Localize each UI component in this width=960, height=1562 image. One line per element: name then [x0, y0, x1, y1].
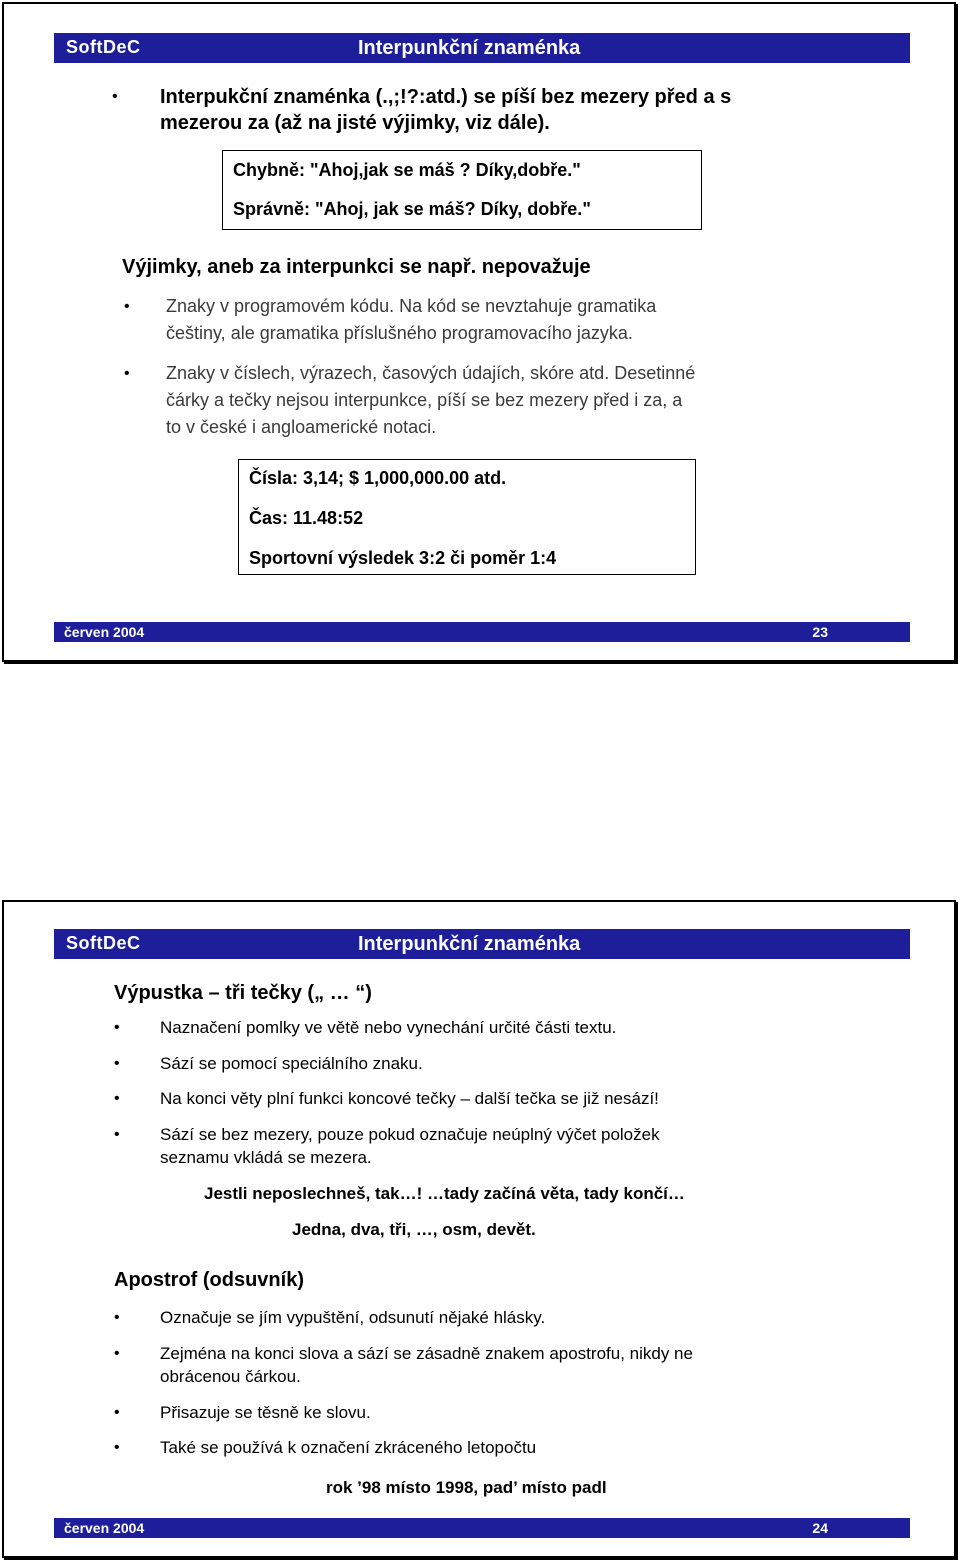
ellipsis-point-4-line-2: seznamu vkládá se mezera. [160, 1148, 372, 1167]
wrong-example: Chybně: "Ahoj,jak se máš ? Díky,dobře." [233, 160, 581, 180]
page-number: 24 [812, 1520, 828, 1536]
ellipsis-example-2: Jedna, dva, tři, …, osm, devět. [292, 1220, 536, 1239]
apostrophe-point-2-line-2: obrácenou čárkou. [160, 1367, 301, 1386]
rule-text [160, 84, 731, 136]
apostrophe-point-3: Přisazuje se těsně ke slovu. [160, 1403, 371, 1422]
rule-line-1: Interpukční znaménka (.,;!?:atd.) se píší bez mezery před a s [160, 86, 732, 108]
bullet-icon [112, 92, 120, 100]
slide-header [54, 929, 910, 959]
ellipsis-point-4-line-1: Sází se bez mezery, pouze pokud označuje neúplný výčet položek [160, 1125, 660, 1144]
exception-numbers [166, 360, 695, 441]
bullet-icon [114, 1059, 122, 1067]
example-box-spacing [222, 150, 702, 230]
bullet-icon [114, 1443, 122, 1451]
slide-title: Interpunkční znaménka [358, 933, 581, 955]
ellipsis-heading: Výpustka – tři tečky („ … “) [114, 982, 372, 1004]
slide-header [54, 33, 910, 63]
softdec-logo: SoftDeC [66, 933, 141, 953]
ellipsis-point-3: Na konci věty plní funkci koncové tečky – další tečka se již nesází! [160, 1089, 659, 1108]
slide-footer [54, 622, 910, 642]
exception-numbers-line-3: to v české i angloamerické notaci. [166, 417, 437, 437]
time-example: Čas: 11.48:52 [249, 508, 364, 528]
apostrophe-heading: Apostrof (odsuvník) [114, 1269, 304, 1291]
apostrophe-example: rok ’98 místo 1998, pad’ místo padl [326, 1478, 607, 1497]
bullet-icon [114, 1023, 122, 1031]
exception-code [166, 293, 656, 347]
numbers-example: Čísla: 3,14; $ 1,000,000.00 atd. [249, 468, 507, 488]
bullet-icon [114, 1130, 122, 1138]
page-number: 23 [812, 624, 828, 640]
rule-line-2: mezerou za (až na jisté výjimky, viz dále). [160, 112, 550, 134]
apostrophe-point-2-line-1: Zejména na konci slova a sází se zásadně znakem apostrofu, nikdy ne [160, 1344, 693, 1363]
bullet-icon [114, 1408, 122, 1416]
bullet-icon [124, 302, 132, 310]
exception-numbers-line-1: Znaky v číslech, výrazech, časových údajích, skóre atd. Desetinné [166, 363, 696, 383]
bullet-icon [114, 1313, 122, 1321]
exception-numbers-line-2: čárky a tečky nejsou interpunkce, píší se bez mezery před i za, a [166, 390, 683, 410]
apostrophe-point-1: Označuje se jím vypuštění, odsunutí nějaké hlásky. [160, 1308, 546, 1327]
slide-24 [2, 900, 956, 1558]
softdec-logo: SoftDeC [66, 37, 141, 57]
exception-code-line-2: češtiny, ale gramatika příslušného programovacího jazyka. [166, 323, 633, 343]
ellipsis-example-1: Jestli neposlechneš, tak…! …tady začíná věta, tady končí… [204, 1184, 685, 1203]
slide-footer [54, 1518, 910, 1538]
footer-date: červen 2004 [64, 624, 145, 640]
footer-date: červen 2004 [64, 1520, 145, 1536]
slide-title: Interpunkční znaménka [358, 37, 581, 59]
ellipsis-point-1: Naznačení pomlky ve větě nebo vynechání určité části textu. [160, 1018, 617, 1037]
exceptions-heading: Výjimky, aneb za interpunkci se např. nepovažuje [122, 256, 591, 278]
apostrophe-point-2 [160, 1342, 693, 1388]
score-example: Sportovní výsledek 3:2 či poměr 1:4 [249, 548, 557, 568]
example-box-numbers [238, 459, 696, 575]
ellipsis-point-2: Sází se pomocí speciálního znaku. [160, 1054, 423, 1073]
bullet-icon [124, 369, 132, 377]
bullet-icon [114, 1094, 122, 1102]
exception-code-line-1: Znaky v programovém kódu. Na kód se nevztahuje gramatika [166, 296, 657, 316]
ellipsis-point-4 [160, 1123, 660, 1169]
right-example: Správně: "Ahoj, jak se máš? Díky, dobře." [233, 199, 591, 219]
bullet-icon [114, 1349, 122, 1357]
slide-23 [2, 2, 956, 662]
apostrophe-point-4: Také se používá k označení zkráceného letopočtu [160, 1438, 537, 1457]
